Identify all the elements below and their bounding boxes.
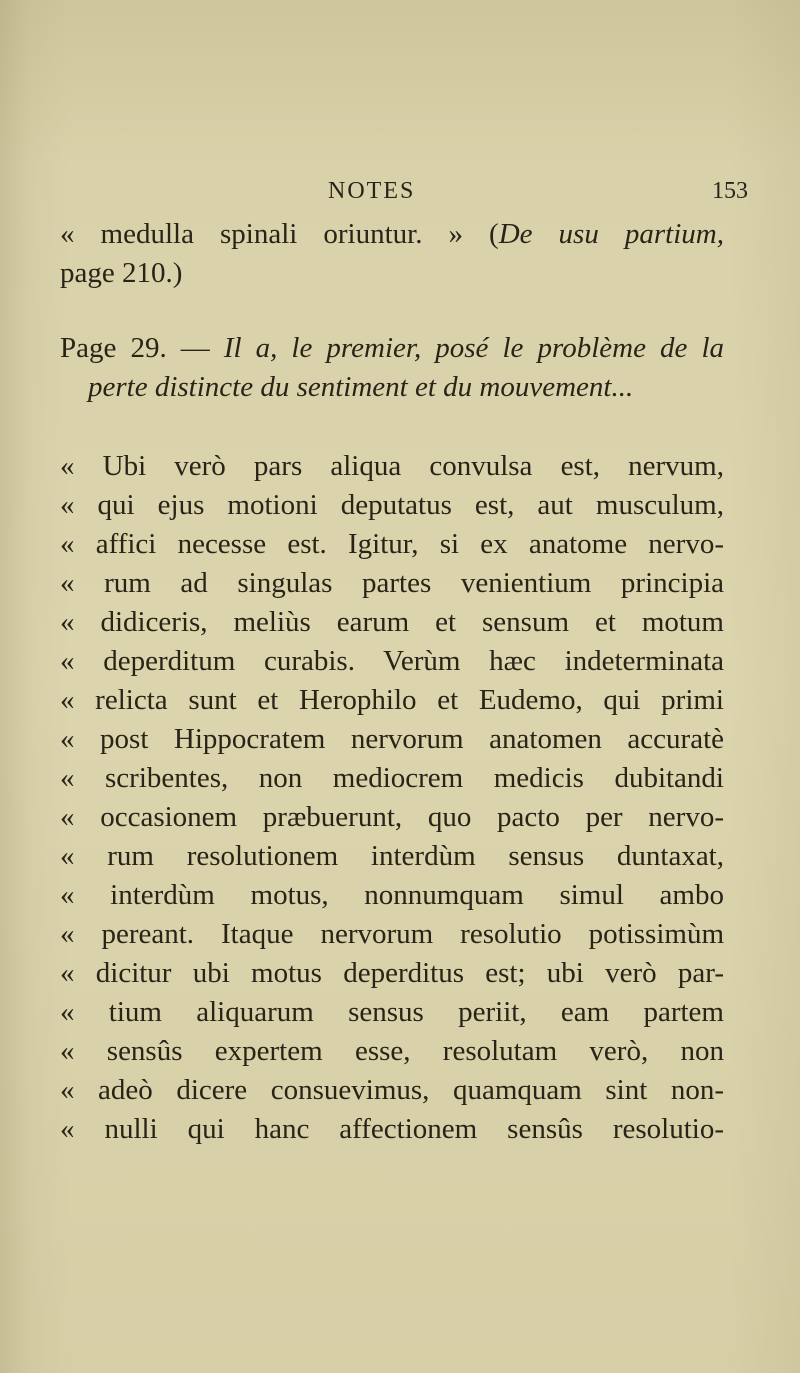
quote-line: « rum ad singulas partes venientium principia — [60, 567, 724, 599]
quote-line: « affici necesse est. Igitur, si ex anatome nervo- — [60, 528, 724, 560]
quote-line: « dicitur ubi motus deperditus est; ubi verò par- — [60, 957, 724, 989]
quote-line: « deperditum curabis. Verùm hæc indeterminata — [60, 645, 724, 677]
intro-line-1: « medulla spinali oriuntur. » (De usu partium, — [60, 218, 724, 250]
quote-line: « relicta sunt et Herophilo et Eudemo, qui primi — [60, 684, 724, 716]
header-title: NOTES — [328, 178, 416, 204]
quote-line: « post Hippocratem nervorum anatomen accuratè — [60, 723, 724, 755]
intro-paragraph — [60, 215, 724, 293]
quote-line: « adeò dicere consuevimus, quamquam sint non- — [60, 1074, 724, 1106]
quote-line: « sensûs expertem esse, resolutam verò, non — [60, 1035, 724, 1067]
latin-quote — [60, 447, 724, 1149]
intro-line-2: page 210.) — [60, 257, 183, 289]
page29-line-1: Page 29. — Il a, le premier, posé le problème de la — [60, 332, 724, 364]
quote-line: « occasionem præbuerunt, quo pacto per nervo- — [60, 801, 724, 833]
quote-line: « didiceris, meliùs earum et sensum et motum — [60, 606, 724, 638]
quote-line: « nulli qui hanc affectionem sensûs resolutio- — [60, 1113, 724, 1145]
quote-line: « rum resolutionem interdùm sensus duntaxat, — [60, 840, 724, 872]
quote-line: « scribentes, non mediocrem medicis dubitandi — [60, 762, 724, 794]
quote-line: « interdùm motus, nonnumquam simul ambo — [60, 879, 724, 911]
page29-label: Page 29. — — [60, 332, 224, 364]
page29-note — [60, 329, 724, 407]
quote-line: « pereant. Itaque nervorum resolutio potissimùm — [60, 918, 724, 950]
quote-line: « qui ejus motioni deputatus est, aut musculum, — [60, 489, 724, 521]
running-header — [0, 178, 800, 208]
quote-line: « tium aliquarum sensus periit, eam partem — [60, 996, 724, 1028]
page29-line-2: perte distincte du sentiment et du mouvement... — [88, 371, 634, 403]
quote-line: « Ubi verò pars aliqua convulsa est, nervum, — [60, 450, 724, 482]
page-number: 153 — [712, 178, 748, 204]
citation-title: De usu partium, — [498, 218, 724, 250]
